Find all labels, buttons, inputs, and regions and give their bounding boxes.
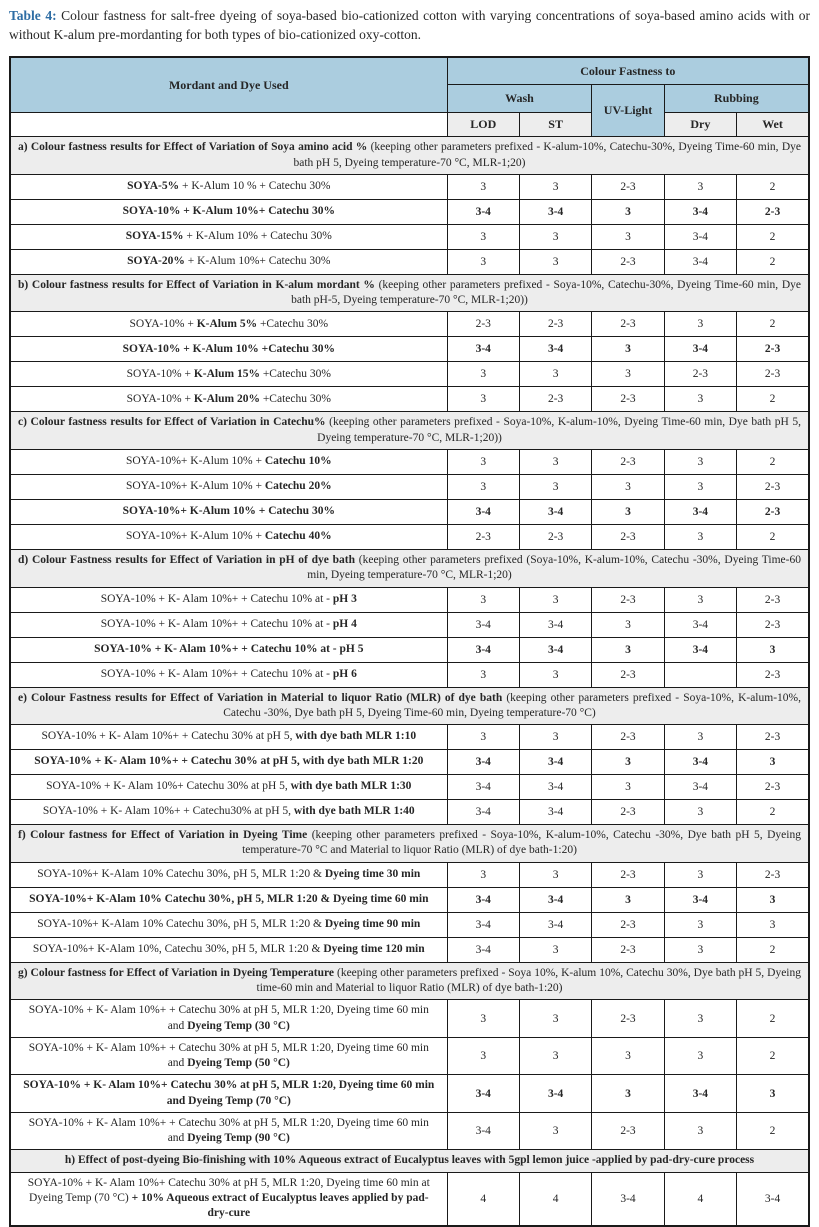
- table-row-d1: [10, 587, 809, 612]
- mordant-dye-label: SOYA-10%+ K-Alum 10% + Catechu 30%: [10, 499, 447, 524]
- mordant-dye-label: SOYA-10%+ K-Alam 10% Catechu 30%, pH 5, MLR 1:20 & Dyeing time 60 min: [10, 887, 447, 912]
- value-uv-light: 3: [592, 775, 664, 800]
- mordant-dye-label: SOYA-10% + K- Alam 10%+ + Catechu30% at pH 5, with dye bath MLR 1:40: [10, 800, 447, 825]
- value-dry: 3-4: [664, 750, 736, 775]
- value-dry: 3-4: [664, 249, 736, 274]
- value-uv-light: 2-3: [592, 1112, 664, 1150]
- value-uv-light: 3: [592, 612, 664, 637]
- value-dry: [664, 662, 736, 687]
- header-empty-cell: [10, 113, 447, 137]
- value-wet: 2: [737, 1037, 809, 1075]
- value-dry: 3: [664, 524, 736, 549]
- value-lod: 3: [447, 1037, 519, 1075]
- value-wet: 2: [737, 1000, 809, 1038]
- value-st: 3-4: [519, 750, 591, 775]
- table-row-g4: [10, 1112, 809, 1150]
- table-row-g2: [10, 1037, 809, 1075]
- value-st: 3: [519, 224, 591, 249]
- value-st: 2-3: [519, 312, 591, 337]
- value-st: 4: [519, 1172, 591, 1225]
- value-wet: 2: [737, 312, 809, 337]
- value-st: 3-4: [519, 499, 591, 524]
- value-uv-light: 2-3: [592, 1000, 664, 1038]
- value-uv-light: 3: [592, 362, 664, 387]
- table-row-b3: [10, 362, 809, 387]
- section-row-h: [10, 1150, 809, 1172]
- value-wet: 3: [737, 750, 809, 775]
- value-dry: 3-4: [664, 612, 736, 637]
- value-lod: 3: [447, 362, 519, 387]
- mordant-dye-label: SOYA-20% + K-Alum 10%+ Catechu 30%: [10, 249, 447, 274]
- header-rubbing: Rubbing: [664, 85, 809, 113]
- colour-fastness-table: [9, 56, 810, 1227]
- section-row-g: [10, 962, 809, 1000]
- value-st: 3-4: [519, 199, 591, 224]
- value-dry: 2-3: [664, 362, 736, 387]
- section-row-c: [10, 412, 809, 450]
- header-mordant-dye: Mordant and Dye Used: [10, 57, 447, 113]
- value-lod: 3-4: [447, 887, 519, 912]
- table-row-b4: [10, 387, 809, 412]
- value-st: 3: [519, 1037, 591, 1075]
- section-header-c: c) Colour fastness results for Effect of Variation in Catechu% (keeping other parameters prefixed - Soya-10%, K-alum-10%, Dyeing Time-60 min, Dye bath pH 5, Dyeing temperature-70 °C, MLR-1;20)): [10, 412, 809, 450]
- value-wet: 2-3: [737, 862, 809, 887]
- table-row-a2: [10, 199, 809, 224]
- section-row-a: [10, 137, 809, 175]
- value-dry: 3-4: [664, 1075, 736, 1113]
- value-lod: 3: [447, 1000, 519, 1038]
- table-row-c4: [10, 524, 809, 549]
- value-uv-light: 3-4: [592, 1172, 664, 1225]
- value-lod: 3-4: [447, 1112, 519, 1150]
- value-st: 3-4: [519, 775, 591, 800]
- value-st: 3: [519, 587, 591, 612]
- table-row-f1: [10, 862, 809, 887]
- table-row-f4: [10, 937, 809, 962]
- value-wet: 2-3: [737, 199, 809, 224]
- value-wet: 3-4: [737, 1172, 809, 1225]
- value-st: 3-4: [519, 912, 591, 937]
- header-wash: Wash: [447, 85, 592, 113]
- value-uv-light: 2-3: [592, 862, 664, 887]
- mordant-dye-label: SOYA-10% + K- Alam 10%+ + Catechu 30% at pH 5, with dye bath MLR 1:10: [10, 725, 447, 750]
- mordant-dye-label: SOYA-10%+ K-Alum 10% + Catechu 40%: [10, 524, 447, 549]
- value-wet: 2: [737, 449, 809, 474]
- table-row-e2: [10, 750, 809, 775]
- value-st: 3: [519, 249, 591, 274]
- value-uv-light: 2-3: [592, 937, 664, 962]
- mordant-dye-label: SOYA-10% + K- Alam 10%+ + Catechu 10% at - pH 6: [10, 662, 447, 687]
- value-lod: 3-4: [447, 750, 519, 775]
- value-lod: 3-4: [447, 637, 519, 662]
- value-uv-light: 2-3: [592, 249, 664, 274]
- value-lod: 3-4: [447, 912, 519, 937]
- table-row-g3: [10, 1075, 809, 1113]
- value-uv-light: 2-3: [592, 587, 664, 612]
- mordant-dye-label: SOYA-10%+ K-Alum 10% + Catechu 20%: [10, 474, 447, 499]
- table-row-g1: [10, 1000, 809, 1038]
- mordant-dye-label: SOYA-10% + K-Alum 10%+ Catechu 30%: [10, 199, 447, 224]
- value-st: 3-4: [519, 800, 591, 825]
- mordant-dye-label: SOYA-10% + K- Alam 10%+ + Catechu 30% at pH 5, MLR 1:20, Dyeing time 60 min and Dyeing Temp (50 °C): [10, 1037, 447, 1075]
- value-uv-light: 3: [592, 199, 664, 224]
- value-uv-light: 3: [592, 1037, 664, 1075]
- mordant-dye-label: SOYA-10% + K-Alum 10% +Catechu 30%: [10, 337, 447, 362]
- section-header-f: f) Colour fastness for Effect of Variation in Dyeing Time (keeping other parameters prefixed - Soya-10%, K-alum-10%, Catechu -30%, Dye bath pH 5, Dyeing temperature-70 °C and Material to liquor Ratio (MLR) of dye bath-1:20): [10, 825, 809, 863]
- section-row-b: [10, 274, 809, 312]
- value-uv-light: 2-3: [592, 387, 664, 412]
- value-wet: 3: [737, 637, 809, 662]
- value-lod: 3-4: [447, 937, 519, 962]
- value-dry: 3-4: [664, 337, 736, 362]
- value-dry: 3: [664, 862, 736, 887]
- value-lod: 3: [447, 387, 519, 412]
- value-wet: 2: [737, 800, 809, 825]
- value-wet: 2-3: [737, 499, 809, 524]
- value-dry: 3: [664, 587, 736, 612]
- header-wet: Wet: [737, 113, 809, 137]
- value-wet: 3: [737, 887, 809, 912]
- mordant-dye-label: SOYA-10%+ K-Alam 10%, Catechu 30%, pH 5, MLR 1:20 & Dyeing time 120 min: [10, 937, 447, 962]
- value-wet: 2: [737, 937, 809, 962]
- value-dry: 3: [664, 387, 736, 412]
- value-dry: 3-4: [664, 224, 736, 249]
- value-dry: 3-4: [664, 199, 736, 224]
- value-st: 3: [519, 474, 591, 499]
- mordant-dye-label: SOYA-10% + K-Alum 20% +Catechu 30%: [10, 387, 447, 412]
- value-lod: 3: [447, 662, 519, 687]
- section-header-b: b) Colour fastness results for Effect of Variation in K-alum mordant % (keeping other parameters prefixed - Soya-10%, Catechu-30%, Dyeing Time-60 min, Dye bath pH-5, Dyeing temperature-70 °C, MLR-1;20)): [10, 274, 809, 312]
- value-st: 2-3: [519, 524, 591, 549]
- value-st: 2-3: [519, 387, 591, 412]
- value-st: 3: [519, 1112, 591, 1150]
- value-st: 3: [519, 362, 591, 387]
- value-lod: 3-4: [447, 612, 519, 637]
- value-lod: 3-4: [447, 199, 519, 224]
- value-dry: 3: [664, 912, 736, 937]
- value-dry: 3: [664, 937, 736, 962]
- value-lod: 3: [447, 725, 519, 750]
- mordant-dye-label: SOYA-10% + K- Alam 10%+ Catechu 30% at pH 5, MLR 1:20, Dyeing time 60 min at Dyeing Temp (70 °C) + 10% Aqueous extract of Eucalyptus leaves applied by pad-dry-cure: [10, 1172, 447, 1225]
- value-uv-light: 2-3: [592, 800, 664, 825]
- value-uv-light: 3: [592, 1075, 664, 1113]
- value-st: 3-4: [519, 887, 591, 912]
- value-lod: 2-3: [447, 312, 519, 337]
- value-lod: 3-4: [447, 337, 519, 362]
- mordant-dye-label: SOYA-5% + K-Alum 10 % + Catechu 30%: [10, 174, 447, 199]
- section-header-a: a) Colour fastness results for Effect of Variation of Soya amino acid % (keeping other parameters prefixed - K-alum-10%, Catechu-30%, Dyeing Time-60 min, Dye bath pH 5, Dyeing temperature-70 °C, MLR-1;20): [10, 137, 809, 175]
- section-header-d: d) Colour Fastness results for Effect of Variation in pH of dye bath (keeping other parameters prefixed (Soya-10%, K-alum-10%, Catechu -30%, Dyeing Time-60 min, Dyeing temperature-70 °C, MLR-1;20): [10, 549, 809, 587]
- value-st: 3: [519, 662, 591, 687]
- table-row-a4: [10, 249, 809, 274]
- table-row-d2: [10, 612, 809, 637]
- value-lod: 3-4: [447, 800, 519, 825]
- header-colour-fastness-to: Colour Fastness to: [447, 57, 809, 85]
- table-row-b1: [10, 312, 809, 337]
- value-dry: 3-4: [664, 775, 736, 800]
- header-lod: LOD: [447, 113, 519, 137]
- value-uv-light: 3: [592, 224, 664, 249]
- value-st: 3: [519, 1000, 591, 1038]
- value-wet: 3: [737, 1075, 809, 1113]
- value-lod: 2-3: [447, 524, 519, 549]
- value-uv-light: 2-3: [592, 662, 664, 687]
- value-uv-light: 2-3: [592, 725, 664, 750]
- value-dry: 3-4: [664, 499, 736, 524]
- mordant-dye-label: SOYA-10%+ K-Alam 10% Catechu 30%, pH 5, MLR 1:20 & Dyeing time 90 min: [10, 912, 447, 937]
- mordant-dye-label: SOYA-15% + K-Alum 10% + Catechu 30%: [10, 224, 447, 249]
- value-dry: 4: [664, 1172, 736, 1225]
- value-uv-light: 2-3: [592, 312, 664, 337]
- section-row-f: [10, 825, 809, 863]
- value-wet: 3: [737, 912, 809, 937]
- table-row-h1: [10, 1172, 809, 1225]
- value-wet: 2-3: [737, 612, 809, 637]
- value-lod: 3-4: [447, 775, 519, 800]
- value-wet: 2: [737, 249, 809, 274]
- value-wet: 2: [737, 387, 809, 412]
- value-uv-light: 2-3: [592, 449, 664, 474]
- value-dry: 3: [664, 1000, 736, 1038]
- value-st: 3: [519, 937, 591, 962]
- value-lod: 3-4: [447, 1075, 519, 1113]
- value-dry: 3: [664, 725, 736, 750]
- table-row-e1: [10, 725, 809, 750]
- value-lod: 3: [447, 249, 519, 274]
- value-wet: 2: [737, 1112, 809, 1150]
- mordant-dye-label: SOYA-10% + K- Alam 10%+ + Catechu 10% at - pH 3: [10, 587, 447, 612]
- table-header: [10, 57, 809, 137]
- value-uv-light: 3: [592, 474, 664, 499]
- table-row-a3: [10, 224, 809, 249]
- section-row-e: [10, 687, 809, 725]
- value-lod: 3: [447, 174, 519, 199]
- value-st: 3-4: [519, 637, 591, 662]
- table-body: [10, 137, 809, 1226]
- value-dry: 3: [664, 1112, 736, 1150]
- table-row-d3: [10, 637, 809, 662]
- mordant-dye-label: SOYA-10%+ K-Alum 10% + Catechu 10%: [10, 449, 447, 474]
- value-uv-light: 3: [592, 637, 664, 662]
- table-caption: [9, 7, 810, 45]
- value-uv-light: 2-3: [592, 524, 664, 549]
- section-header-g: g) Colour fastness for Effect of Variation in Dyeing Temperature (keeping other parameters prefixed - Soya 10%, K-alum 10%, Catechu 30%, Dye bath pH 5, Dyeing time-60 min and Material to liquor Ratio (MLR) of dye bath-1:20): [10, 962, 809, 1000]
- table-row-f3: [10, 912, 809, 937]
- value-dry: 3: [664, 312, 736, 337]
- value-st: 3-4: [519, 337, 591, 362]
- mordant-dye-label: SOYA-10% + K- Alam 10%+ + Catechu 30% at pH 5, MLR 1:20, Dyeing time 60 min and Dyeing Temp (30 °C): [10, 1000, 447, 1038]
- value-lod: 3: [447, 449, 519, 474]
- value-st: 3-4: [519, 612, 591, 637]
- table-row-a1: [10, 174, 809, 199]
- value-wet: 2-3: [737, 775, 809, 800]
- table-row-e4: [10, 800, 809, 825]
- header-st: ST: [519, 113, 591, 137]
- value-wet: 2: [737, 174, 809, 199]
- value-lod: 3: [447, 474, 519, 499]
- value-uv-light: 3: [592, 750, 664, 775]
- mordant-dye-label: SOYA-10%+ K-Alam 10% Catechu 30%, pH 5, MLR 1:20 & Dyeing time 30 min: [10, 862, 447, 887]
- value-dry: 3: [664, 449, 736, 474]
- value-st: 3: [519, 862, 591, 887]
- table-row-f2: [10, 887, 809, 912]
- section-header-e: e) Colour Fastness results for Effect of Variation in Material to liquor Ratio (MLR) of dye bath (keeping other parameters prefixed - Soya-10%, K-alum-10%, Catechu -30%, Dye bath pH 5, Dyeing Time-60 min, Dyeing temperature-70 °C): [10, 687, 809, 725]
- value-wet: 2-3: [737, 662, 809, 687]
- value-wet: 2-3: [737, 362, 809, 387]
- mordant-dye-label: SOYA-10% + K- Alam 10%+ + Catechu 30% at pH 5, MLR 1:20, Dyeing time 60 min and Dyeing Temp (90 °C): [10, 1112, 447, 1150]
- mordant-dye-label: SOYA-10% + K- Alam 10%+ Catechu 30% at pH 5, MLR 1:20, Dyeing time 60 min and Dyeing Temp (70 °C): [10, 1075, 447, 1113]
- value-lod: 3: [447, 224, 519, 249]
- value-uv-light: 3: [592, 499, 664, 524]
- value-wet: 2-3: [737, 587, 809, 612]
- value-st: 3: [519, 725, 591, 750]
- table-caption-text: Colour fastness for salt-free dyeing of soya-based bio-cationized cotton with varying concentrations of soya-based amino acids with or without K-alum pre-mordanting for both types of bio-cationized oxy-cotton.: [9, 8, 810, 42]
- mordant-dye-label: SOYA-10% + K- Alam 10%+ Catechu 30% at pH 5, with dye bath MLR 1:30: [10, 775, 447, 800]
- mordant-dye-label: SOYA-10% + K- Alam 10%+ + Catechu 10% at - pH 5: [10, 637, 447, 662]
- section-row-d: [10, 549, 809, 587]
- value-lod: 3-4: [447, 499, 519, 524]
- value-wet: 2: [737, 224, 809, 249]
- value-dry: 3-4: [664, 637, 736, 662]
- table-row-c3: [10, 499, 809, 524]
- section-header-h: h) Effect of post-dyeing Bio-finishing with 10% Aqueous extract of Eucalyptus leaves with 5gpl lemon juice -applied by pad-dry-cure process: [10, 1150, 809, 1172]
- mordant-dye-label: SOYA-10% + K- Alam 10%+ + Catechu 10% at - pH 4: [10, 612, 447, 637]
- table-row-d4: [10, 662, 809, 687]
- value-lod: 3: [447, 862, 519, 887]
- value-uv-light: 2-3: [592, 912, 664, 937]
- value-uv-light: 3: [592, 887, 664, 912]
- value-dry: 3: [664, 174, 736, 199]
- table-row-b2: [10, 337, 809, 362]
- value-dry: 3: [664, 800, 736, 825]
- value-dry: 3-4: [664, 887, 736, 912]
- value-uv-light: 3: [592, 337, 664, 362]
- mordant-dye-label: SOYA-10% + K- Alam 10%+ + Catechu 30% at pH 5, with dye bath MLR 1:20: [10, 750, 447, 775]
- mordant-dye-label: SOYA-10% + K-Alum 15% +Catechu 30%: [10, 362, 447, 387]
- value-st: 3: [519, 174, 591, 199]
- table-caption-label: Table 4:: [9, 8, 57, 23]
- mordant-dye-label: SOYA-10% + K-Alum 5% +Catechu 30%: [10, 312, 447, 337]
- table-row-e3: [10, 775, 809, 800]
- value-wet: 2-3: [737, 725, 809, 750]
- header-dry: Dry: [664, 113, 736, 137]
- table-row-c2: [10, 474, 809, 499]
- value-lod: 4: [447, 1172, 519, 1225]
- value-dry: 3: [664, 474, 736, 499]
- header-uv-light: UV-Light: [592, 85, 664, 137]
- value-wet: 2: [737, 524, 809, 549]
- table-row-c1: [10, 449, 809, 474]
- value-dry: 3: [664, 1037, 736, 1075]
- value-wet: 2-3: [737, 337, 809, 362]
- value-uv-light: 2-3: [592, 174, 664, 199]
- value-lod: 3: [447, 587, 519, 612]
- value-st: 3: [519, 449, 591, 474]
- value-st: 3-4: [519, 1075, 591, 1113]
- value-wet: 2-3: [737, 474, 809, 499]
